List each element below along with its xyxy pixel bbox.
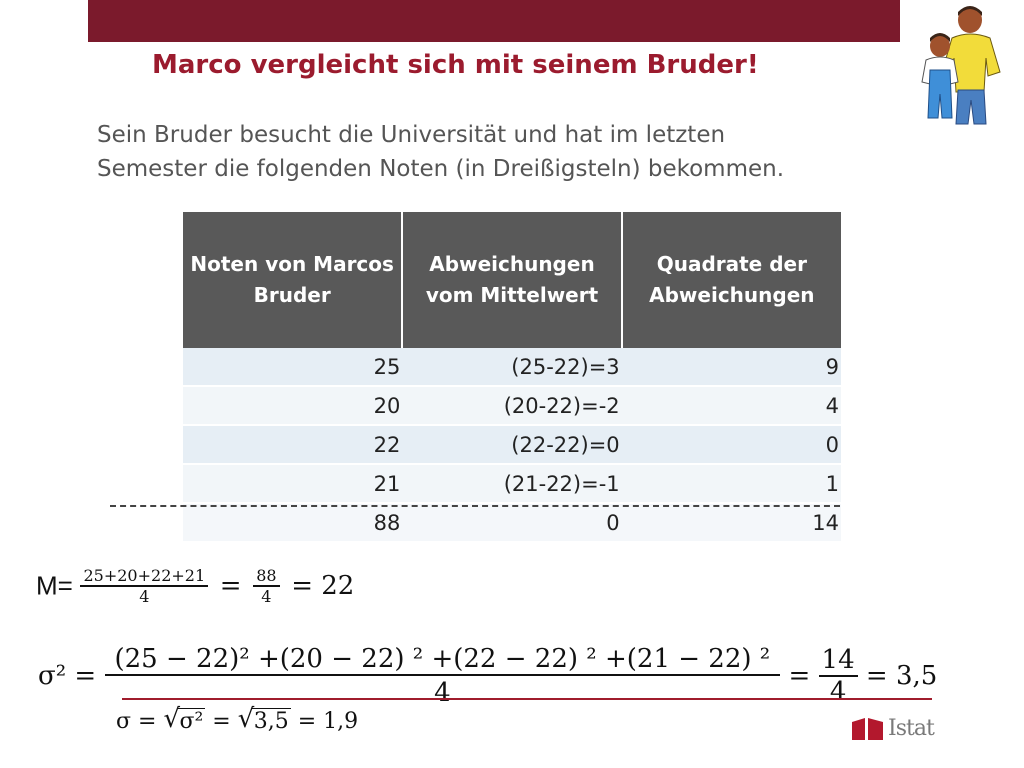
mean-numerator: 25+20+22+21 [83,566,206,585]
header-grades: Noten von Marcos Bruder [183,212,402,348]
cell-total-grades: 88 [183,503,402,542]
mean-fraction [80,566,208,606]
std-dev-formula [116,704,359,734]
header-bar [88,0,900,42]
mean-fraction-2-den: 4 [253,585,279,606]
sqrt-sigma-squared [163,704,205,734]
cell-grade: 25 [183,348,402,386]
istat-logo-mark-icon [850,716,886,742]
variance-fraction-2-den: 4 [819,675,858,707]
mean-result: = 22 [291,571,355,601]
table-row [183,464,841,503]
variance-fraction-2-num: 14 [821,645,855,675]
intro-line-1: Sein Bruder besucht die Universität und hat im letzten [97,122,726,148]
mean-fraction-2 [253,566,279,606]
total-divider [110,505,840,507]
header-squared-deviations: Quadrate der Abweichungen [622,212,841,348]
variance-denominator: 4 [105,674,781,708]
sqrt-radicand-1: σ² [179,709,204,734]
sqrt-sign-icon: √ [163,704,181,734]
sd-equals: = [212,709,231,734]
table-row [183,425,841,464]
cell-deviation: (20-22)=-2 [402,386,621,425]
cell-deviation: (22-22)=0 [402,425,621,464]
mean-formula [36,566,358,606]
intro-line-2: Semester die folgenden Noten (in Dreißigsteln) bekommen. [97,156,785,182]
brothers-illustration [912,2,1012,126]
table-row [183,348,841,386]
cell-squared: 4 [622,386,841,425]
table-header-row [183,212,841,348]
intro-text [97,118,977,186]
variance-lhs: σ² = [38,661,97,691]
cell-grade: 21 [183,464,402,503]
sd-lhs: σ = [116,709,157,734]
sqrt-value [237,704,291,734]
cell-deviation: (21-22)=-1 [402,464,621,503]
grades-table [183,212,841,543]
mean-equals: = [219,571,242,601]
variance-result: = 3,5 [865,661,938,691]
cell-squared: 1 [622,464,841,503]
header-deviations: Abweichungen vom Mittelwert [402,212,621,348]
sd-result: = 1,9 [297,709,359,734]
istat-logo-text: Istat [888,716,934,741]
cell-grade: 22 [183,425,402,464]
cell-squared: 9 [622,348,841,386]
cell-total-squared: 14 [622,503,841,542]
cell-squared: 0 [622,425,841,464]
table-row [183,386,841,425]
sqrt-radicand-2: 3,5 [253,709,289,734]
cell-grade: 20 [183,386,402,425]
variance-numerator: (25 − 22)² +(20 − 22) ² +(22 − 22) ² +(21 − 22) ² [114,644,771,674]
cell-deviation: (25-22)=3 [402,348,621,386]
cell-total-deviations: 0 [402,503,621,542]
variance-equals: = [788,661,811,691]
mean-denominator: 4 [80,585,208,606]
sqrt-sign-icon: √ [237,704,255,734]
table-total-row [183,503,841,542]
footer-rule [122,698,932,700]
slide-title: Marco vergleicht sich mit seinem Bruder! [152,50,759,80]
mean-fraction-2-num: 88 [256,566,277,585]
mean-label: M= [36,570,73,601]
